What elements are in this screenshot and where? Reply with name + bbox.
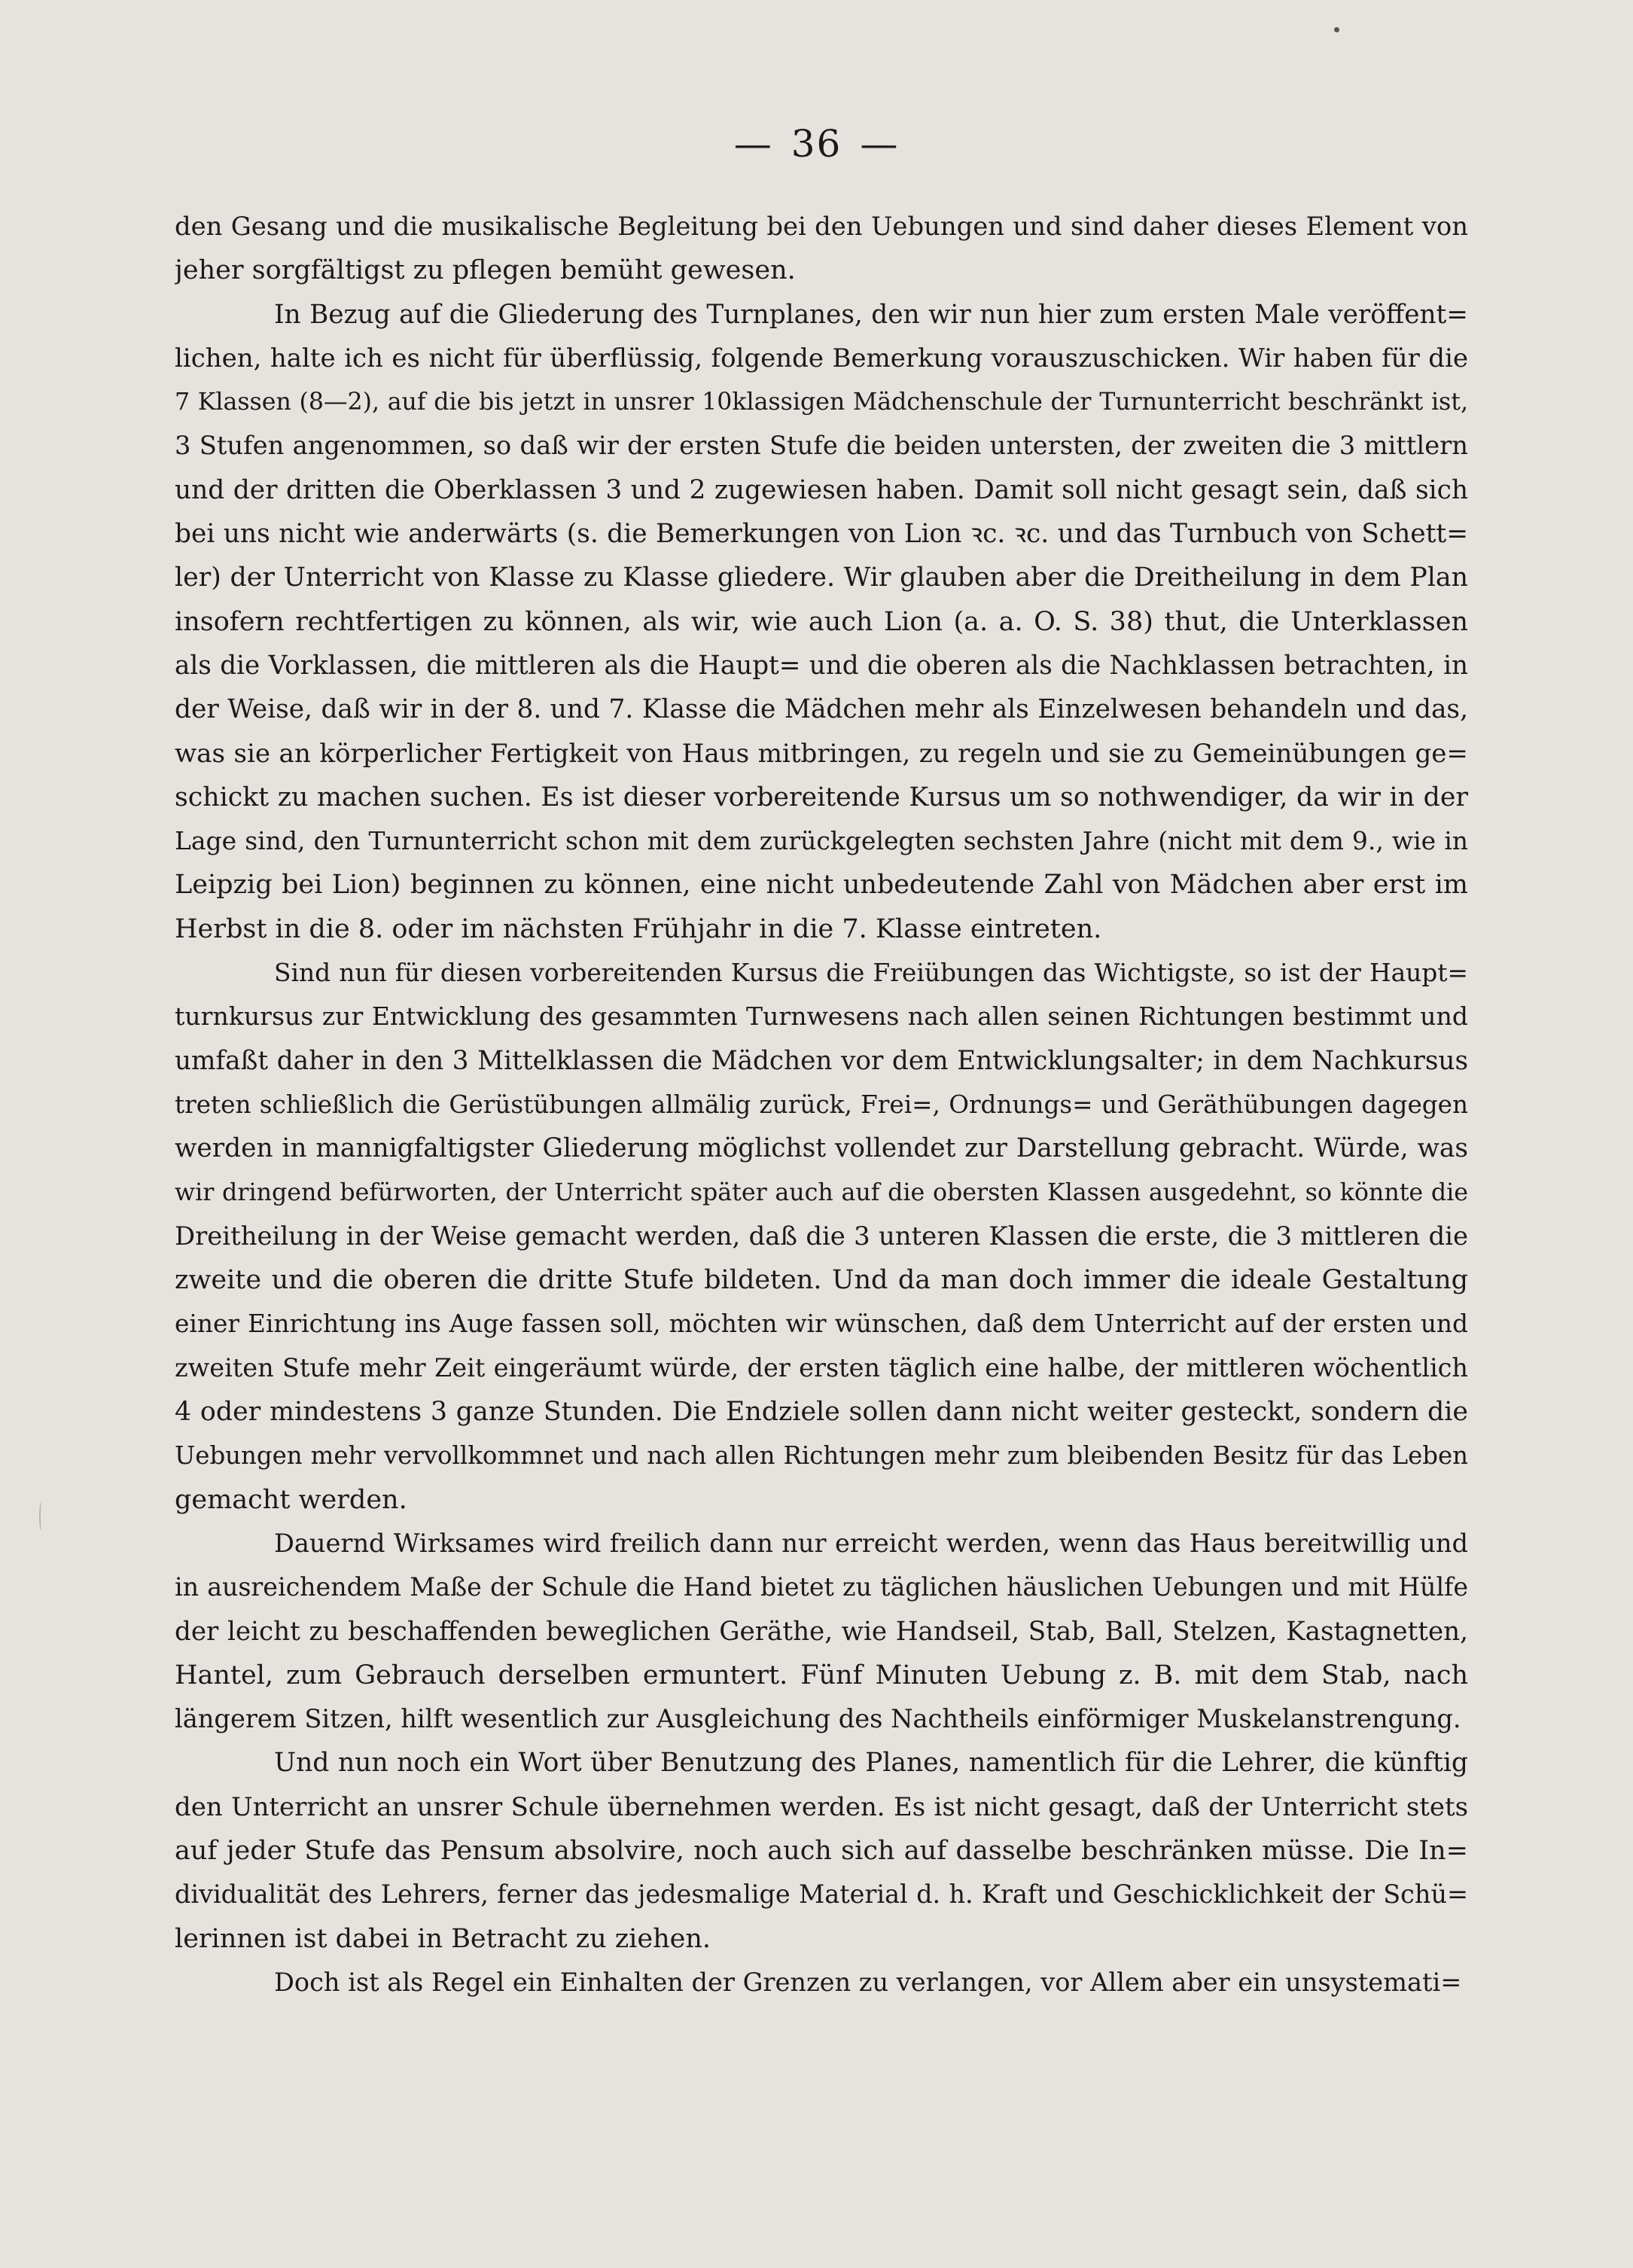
text-line: turnkursus zur Entwicklung des gesammten Turnwesens nach allen seinen Richtungen bestimmt und [175,1001,1468,1032]
text-line: gemacht werden. [175,1484,407,1515]
text-line: 3 Stufen angenommen, so daß wir der ersten Stufe die beiden untersten, der zweiten die 3 mittlern [175,431,1468,461]
paragraph [175,951,1468,1522]
text-line: den Gesang und die musikalische Begleitung bei den Uebungen und sind daher dieses Element von [175,212,1468,241]
text-line: Dauernd Wirksames wird freilich dann nur erreicht werden, wenn das Haus bereitwillig und [274,1528,1468,1558]
text-line: lerinnen ist dabei in Betracht zu ziehen. [175,1923,711,1954]
text-line: bei uns nicht wie anderwärts (s. die Bemerkungen von Lion ꝛc. ꝛc. und das Turnbuch von Schett= [175,519,1468,550]
text-line: der Weise, daß wir in der 8. und 7. Klasse die Mädchen mehr als Einzelwesen behandeln und das, [175,694,1468,725]
page-number: 36 [791,122,842,166]
page-number-dash-right: — [860,122,900,166]
ink-speck [1334,27,1339,32]
text-line: zweiten Stufe mehr Zeit eingeräumt würde, der ersten täglich eine halbe, der mittleren wöchentlich [175,1352,1468,1382]
page-number-dash-left: — [733,122,773,166]
text-line: In Bezug auf die Gliederung des Turnplanes, den wir nun hier zum ersten Male veröffent= [274,299,1468,330]
text-line: treten schließlich die Gerüstübungen allmälig zurück, Frei=, Ordnungs= und Geräthübungen dagegen [175,1090,1468,1119]
text-line: jeher sorgfältigst zu pflegen bemüht gewesen. [175,255,796,286]
text-line: längerem Sitzen, hilft wesentlich zur Ausgleichung des Nachtheils einförmiger Muskelanstrengung. [175,1704,1461,1734]
text-line: umfaßt daher in den 3 Mittelklassen die Mädchen vor dem Entwicklungsalter; in dem Nachkursus [175,1045,1468,1076]
body-text [175,205,1468,2004]
text-line: insofern rechtfertigen zu können, als wir, wie auch Lion (a. a. O. S. 38) thut, die Unterklassen [175,606,1468,637]
paragraph [175,205,1468,293]
text-line: als die Vorklassen, die mittleren als die Haupt= und die oberen als die Nachklassen betrachten, in [175,650,1468,681]
text-line: 7 Klassen (8—2), auf die bis jetzt in unsrer 10klassigen Mädchenschule der Turnunterricht beschränkt ist, [175,389,1468,416]
text-line: werden in mannigfaltigster Gliederung möglichst vollendet zur Darstellung gebracht. Würde, was [175,1133,1468,1164]
text-line: einer Einrichtung ins Auge fassen soll, möchten wir wünschen, daß dem Unterricht auf der ersten und [175,1309,1468,1339]
text-line: wir dringend befürworten, der Unterricht später auch auf die obersten Klassen ausgedehnt, so könnte die [175,1178,1468,1206]
margin-mark [39,1502,44,1531]
text-line: den Unterricht an unsrer Schule übernehmen werden. Es ist nicht gesagt, daß der Unterricht stets [175,1791,1468,1821]
text-line: Hantel, zum Gebrauch derselben ermuntert. Fünf Minuten Uebung z. B. mit dem Stab, nach [175,1660,1468,1690]
paragraph [175,1961,1468,2004]
text-line: Herbst in die 8. oder im nächsten Frühjahr in die 7. Klasse eintreten. [175,913,1102,944]
text-line: schickt zu machen suchen. Es ist dieser vorbereitende Kursus um so nothwendiger, da wir in der [175,782,1468,812]
paragraph [175,1741,1468,1960]
text-line: der leicht zu beschaffenden beweglichen Geräthe, wie Handseil, Stab, Ball, Stelzen, Kastagnetten, [175,1616,1468,1647]
text-line: Uebungen mehr vervollkommnet und nach allen Richtungen mehr zum bleibenden Besitz für das Leben [175,1441,1468,1471]
page-number-header [0,122,1633,166]
text-line: Sind nun für diesen vorbereitenden Kursus die Freiübungen das Wichtigste, so ist der Haupt= [274,959,1468,988]
text-line: auf jeder Stufe das Pensum absolvire, noch auch sich auf dasselbe beschränken müsse. Die In= [175,1835,1468,1866]
paragraph [175,1522,1468,1741]
text-line: ler) der Unterricht von Klasse zu Klasse gliedere. Wir glauben aber die Dreitheilung in dem Plan [175,562,1468,593]
text-line: und der dritten die Oberklassen 3 und 2 zugewiesen haben. Damit soll nicht gesagt sein, daß sich [175,474,1468,505]
text-line: dividualität des Lehrers, ferner das jedesmalige Material d. h. Kraft und Geschicklichkeit der Schü= [175,1879,1468,1910]
text-line: Lage sind, den Turnunterricht schon mit dem zurückgelegten sechsten Jahre (nicht mit dem 9., wie in [175,826,1468,856]
text-line: 4 oder mindestens 3 ganze Stunden. Die Endziele sollen dann nicht weiter gesteckt, sondern die [175,1397,1468,1428]
text-line: Doch ist als Regel ein Einhalten der Grenzen zu verlangen, vor Allem aber ein unsystemati= [274,1967,1462,1997]
text-line: lichen, halte ich es nicht für überflüssig, folgende Bemerkung vorauszuschicken. Wir haben für die [175,343,1468,373]
text-line: Leipzig bei Lion) beginnen zu können, eine nicht unbedeutende Zahl von Mädchen aber erst im [175,870,1468,901]
text-line: Und nun noch ein Wort über Benutzung des Planes, namentlich für die Lehrer, die künftig [274,1748,1468,1779]
paragraph [175,293,1468,951]
text-line: was sie an körperlicher Fertigkeit von Haus mitbringen, zu regeln und sie zu Gemeinübungen ge= [175,738,1468,769]
text-line: Dreitheilung in der Weise gemacht werden, daß die 3 unteren Klassen die erste, die 3 mittleren die [175,1221,1468,1251]
text-line: in ausreichendem Maße der Schule die Hand bietet zu täglichen häuslichen Uebungen und mit Hülfe [175,1572,1468,1602]
text-line: zweite und die oberen die dritte Stufe bildeten. Und da man doch immer die ideale Gestaltung [175,1265,1468,1296]
